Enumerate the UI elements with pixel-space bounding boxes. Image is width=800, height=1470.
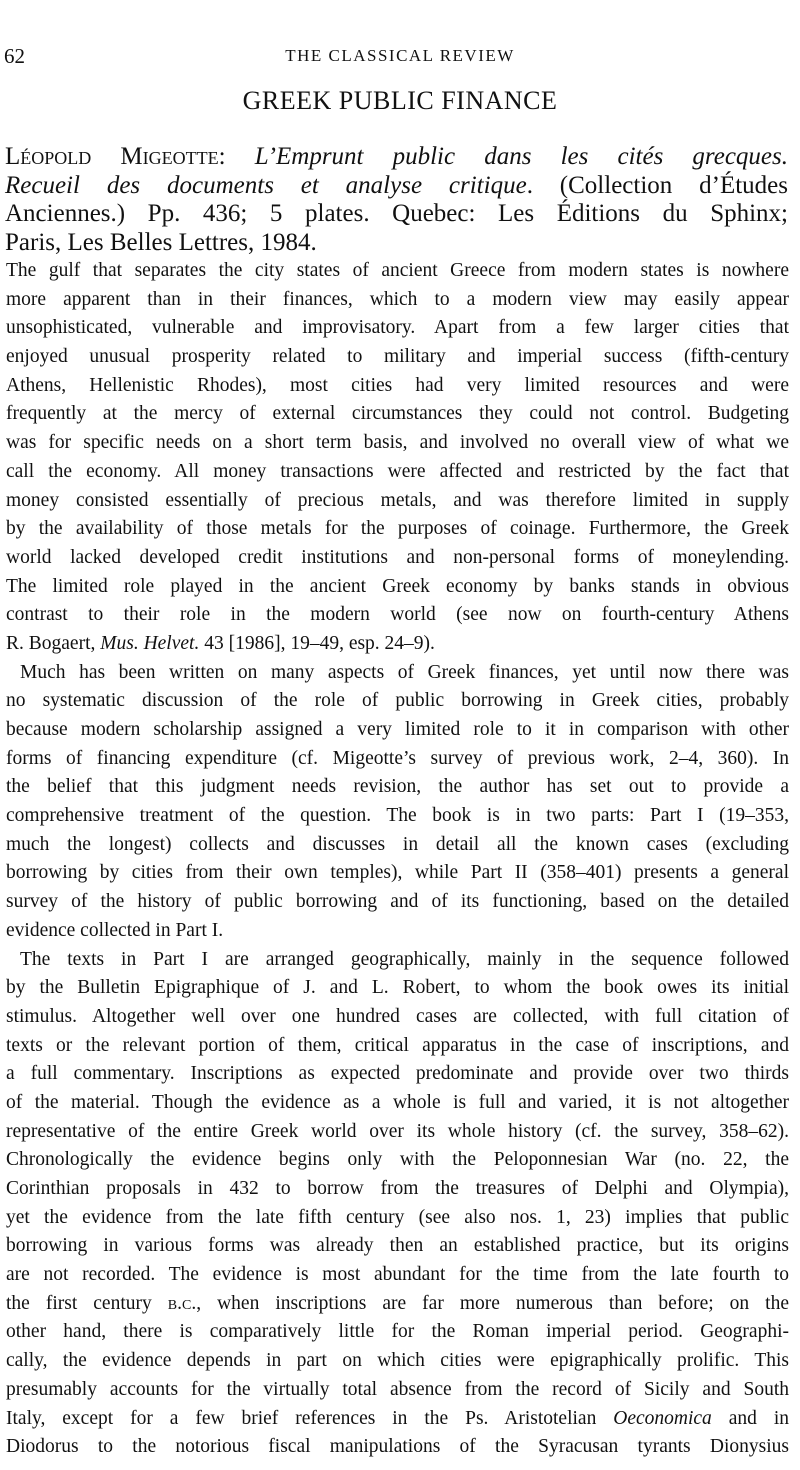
text-span: forms of financing expenditure (cf. Migeotte’s survey of previous work, 2–4, 360). In xyxy=(6,747,789,769)
body-line xyxy=(6,1433,789,1462)
running-head: THE CLASSICAL REVIEW xyxy=(285,46,515,65)
text-span: a full commentary. Inscriptions as expected predominate and provide over two thirds xyxy=(6,1063,789,1085)
text-span: borrowing in various forms was already then an established practice, but its origins xyxy=(6,1235,789,1257)
text-span: The texts in Part I are arranged geographically, mainly in the sequence followed xyxy=(20,948,789,970)
text-span: The limited role played in the ancient Greek economy by banks stands in obvious xyxy=(6,575,789,597)
body-line xyxy=(6,1290,789,1319)
body-line xyxy=(6,745,789,774)
body-line xyxy=(6,429,789,458)
text-span: texts or the relevant portion of them, critical apparatus in the case of inscriptions, and xyxy=(6,1034,789,1056)
body-line xyxy=(6,917,789,946)
text-span: evidence collected in Part I. xyxy=(6,919,224,941)
body-line xyxy=(6,687,789,716)
text-span: stimulus. Altogether well over one hundred cases are collected, with full citation of xyxy=(6,1005,789,1027)
body-line xyxy=(6,859,789,888)
text-span: because modern scholarship assigned a very limited role to it in comparison with other xyxy=(6,719,789,740)
text-span: Much has been written on many aspects of Greek finances, yet until now there was xyxy=(20,661,789,683)
body-line xyxy=(6,1405,789,1434)
text-span: and in xyxy=(711,1407,789,1429)
body-line xyxy=(6,458,789,487)
text-span: cally, the evidence depends in part on which cities were epigraphically prolific. This xyxy=(6,1350,789,1372)
text-span: Paris, Les Belles Lettres, 1984. xyxy=(5,228,317,256)
text-span: enjoyed unusual prosperity related to military and imperial success (fifth-century xyxy=(6,346,789,368)
text-span: . (Collection d’Études xyxy=(526,171,789,199)
text-span: more apparent than in their finances, which to a modern view may easily appear xyxy=(6,288,789,310)
body-line xyxy=(6,573,789,602)
paragraph xyxy=(6,946,789,1462)
article-title: GREEK PUBLIC FINANCE xyxy=(242,86,558,115)
body-line xyxy=(6,1060,789,1089)
italic-text: L’Emprunt public dans les cités grecques. xyxy=(254,143,788,170)
body-line xyxy=(6,1347,789,1376)
text-span: much the longest) collects and discusses in detail all the known cases (excluding xyxy=(6,833,789,855)
text-span: Corinthian proposals in 432 to borrow from the treasures of Delphi and Olympia), xyxy=(6,1178,789,1199)
body-line xyxy=(6,343,789,372)
body-line xyxy=(6,1146,789,1175)
italic-text: Recueil des documents et analyse critique xyxy=(5,171,527,199)
body-line xyxy=(6,946,789,975)
body-line xyxy=(6,1089,789,1118)
text-span: representative of the entire Greek world over its whole history (cf. the survey, 358–62). xyxy=(6,1120,789,1142)
text-span: contrast to their role in the modern world (see now on fourth-century Athens xyxy=(6,604,789,626)
body-line xyxy=(6,601,789,630)
text-span: the belief that this judgment needs revision, the author has set out to provide a xyxy=(6,776,789,798)
text-span: was for specific needs on a short term basis, and involved no overall view of what we xyxy=(6,432,789,454)
citation-line xyxy=(5,229,788,258)
text-span: world lacked developed credit institutions and non-personal forms of moneylending. xyxy=(6,546,789,568)
body-line xyxy=(6,888,789,917)
body-line xyxy=(6,1003,789,1032)
text-span: other hand, there is comparatively little for the Roman imperial period. Geographi- xyxy=(6,1321,789,1343)
paragraph xyxy=(6,659,789,946)
text-span: Italy, except for a few brief references in the Ps. Aristotelian xyxy=(6,1407,614,1429)
body-line xyxy=(6,515,789,544)
text-span: unsophisticated, vulnerable and improvisatory. Apart from a few larger cities that xyxy=(6,317,789,339)
body-line xyxy=(6,974,789,1003)
body-line xyxy=(6,257,789,286)
text-span: comprehensive treatment of the question. The book is in two parts: Part I (19–353, xyxy=(6,805,789,827)
body-line xyxy=(6,1175,789,1204)
body-line xyxy=(6,659,789,688)
small-caps-text: b.c. xyxy=(167,1292,197,1314)
paragraph xyxy=(6,257,789,659)
text-span: R. Bogaert, xyxy=(6,632,101,654)
body-line xyxy=(6,487,789,516)
body-line xyxy=(6,773,789,802)
body-line xyxy=(6,630,789,659)
body-line xyxy=(6,1232,789,1261)
italic-text: Oeconomica xyxy=(613,1407,712,1429)
text-span: no systematic discussion of the role of public borrowing in Greek cities, probably xyxy=(6,690,789,712)
text-span: money consisted essentially of precious metals, and was therefore limited in supply xyxy=(6,489,789,511)
book-citation xyxy=(5,143,788,257)
text-span: are not recorded. The evidence is most abundant for the time from the late fourth to xyxy=(6,1264,789,1286)
body-line xyxy=(6,802,789,831)
body-line xyxy=(6,286,789,315)
text-span: of the material. Though the evidence as a whole is full and varied, it is not altogether xyxy=(6,1091,789,1113)
body-line xyxy=(6,372,789,401)
text-span: call the economy. All money transactions were affected and restricted by the fact that xyxy=(6,460,789,482)
body-line xyxy=(6,1032,789,1061)
body-line xyxy=(6,544,789,573)
text-span: borrowing by cities from their own temples), while Part II (358–401) presents a general xyxy=(6,862,789,884)
body-line xyxy=(6,1376,789,1405)
body-line xyxy=(6,1118,789,1147)
body-line xyxy=(6,400,789,429)
citation-line xyxy=(5,172,788,201)
text-span: by the availability of those metals for the purposes of coinage. Furthermore, the Greek xyxy=(6,518,789,540)
citation-line xyxy=(5,200,788,229)
text-span: The gulf that separates the city states of ancient Greece from modern states is nowhere xyxy=(6,260,789,281)
text-span: survey of the history of public borrowing and of its functioning, based on the detailed xyxy=(6,891,789,913)
text-span: frequently at the mercy of external circumstances they could not control. Budgeting xyxy=(6,403,789,425)
text-span: : xyxy=(218,143,255,170)
text-span: Chronologically the evidence begins only with the Peloponnesian War (no. 22, the xyxy=(6,1149,789,1171)
text-span: Diodorus to the notorious fiscal manipulations of the Syracusan tyrants Dionysius xyxy=(6,1436,789,1458)
text-span: Anciennes.) Pp. 436; 5 plates. Quebec: Les Éditions du Sphinx; xyxy=(5,200,788,227)
body-line xyxy=(6,831,789,860)
body-line xyxy=(6,716,789,745)
italic-text: Mus. Helvet. xyxy=(100,632,200,654)
citation-line xyxy=(5,143,788,172)
article-body xyxy=(6,257,789,1462)
text-span: , when inscriptions are far more numerous than before; on the xyxy=(196,1292,789,1314)
body-line xyxy=(6,1318,789,1347)
body-line xyxy=(6,1261,789,1290)
text-span: by the Bulletin Epigraphique of J. and L. Robert, to whom the book owes its initial xyxy=(6,977,789,999)
small-caps-text: Léopold Migeotte xyxy=(5,143,219,170)
text-span: 43 [1986], 19–49, esp. 24–9). xyxy=(199,632,435,654)
text-span: yet the evidence from the late fifth century (see also nos. 1, 23) implies that public xyxy=(6,1206,789,1228)
text-span: Athens, Hellenistic Rhodes), most cities had very limited resources and were xyxy=(6,374,789,396)
page-number: 62 xyxy=(4,44,25,68)
text-span: presumably accounts for the virtually total absence from the record of Sicily and South xyxy=(6,1378,789,1400)
text-span: the first century xyxy=(6,1292,168,1314)
body-line xyxy=(6,314,789,343)
body-line xyxy=(6,1204,789,1233)
